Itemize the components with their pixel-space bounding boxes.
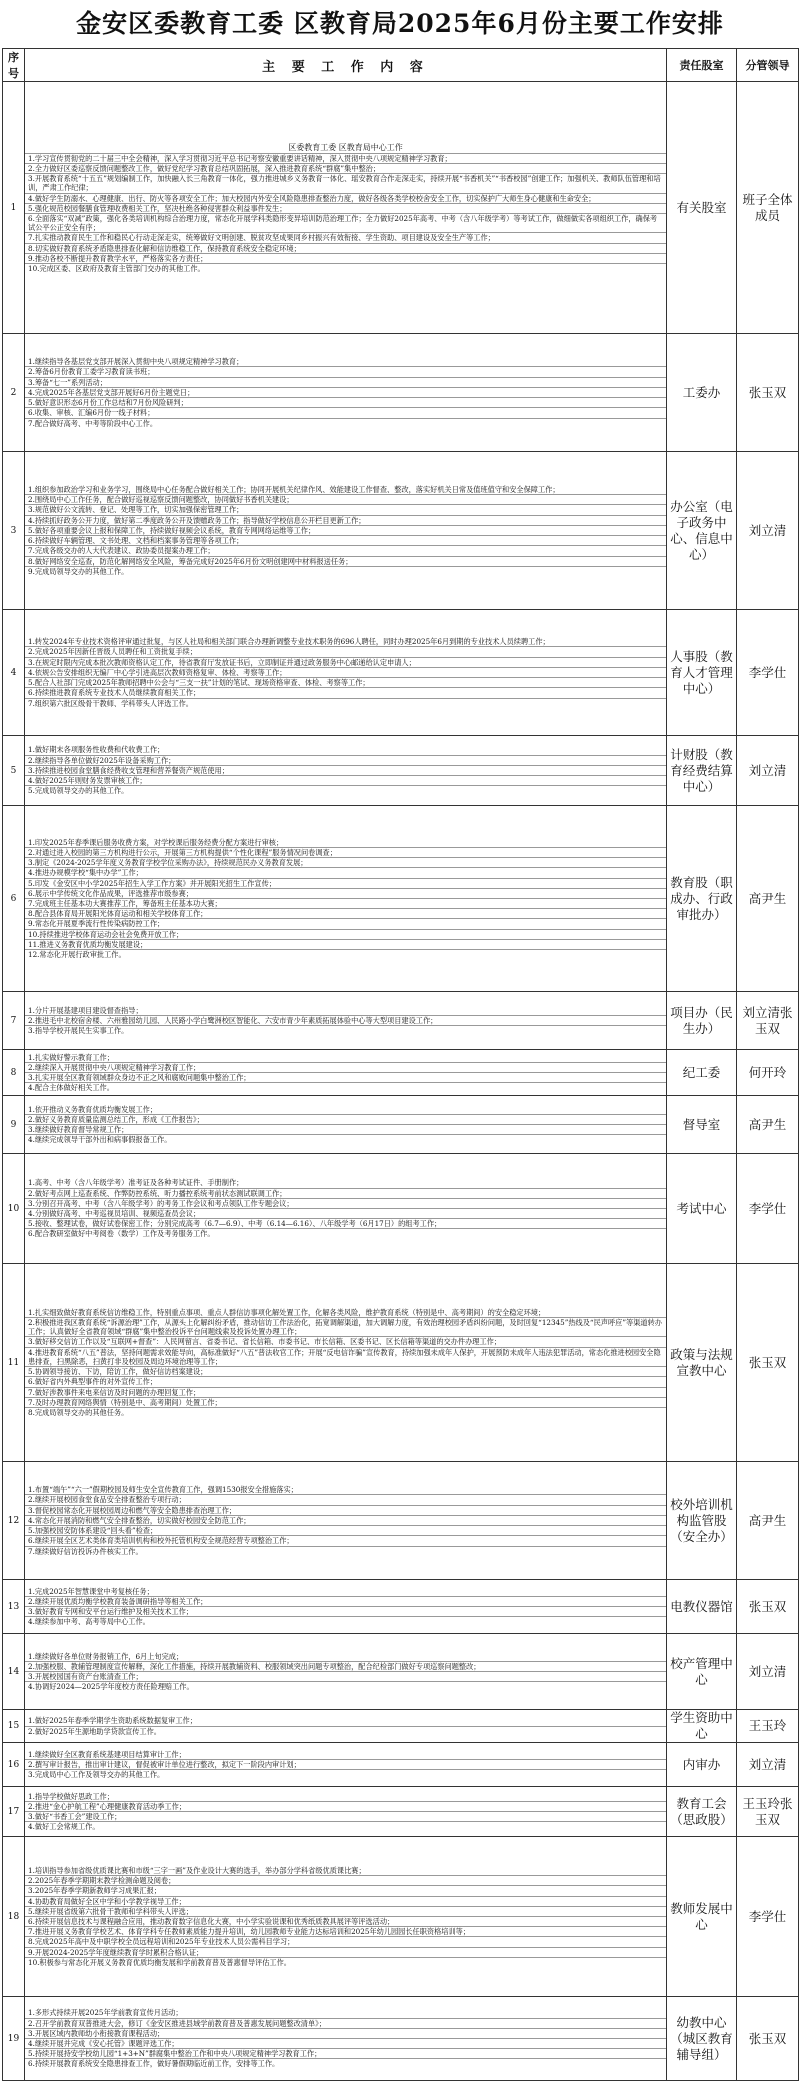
- responsible-leader: 刘立清: [737, 1634, 799, 1710]
- task-item: 1.依开推动义务教育优质均衡发展工作；: [25, 1105, 666, 1115]
- table-row: [3, 334, 799, 452]
- responsible-leader: 刘立清: [737, 1743, 799, 1787]
- row-seq: 10: [3, 1154, 25, 1264]
- task-item: 5.强化规范校园餐膳食管理收费相关工作，坚决杜绝各种侵害群众利益事件发生；: [25, 204, 666, 214]
- task-item: 12.常态化开展行政审批工作。: [28, 950, 126, 960]
- task-item: 1.扎实做好警示教育工作；: [25, 1053, 666, 1063]
- task-item: 9.常态化开展夏季流行性传染病防控工作；: [25, 919, 666, 929]
- row-seq: 7: [3, 992, 25, 1050]
- task-item: 1.做好期末各项服务性收费和代收费工作；: [25, 745, 666, 755]
- table-row: [3, 1580, 799, 1634]
- task-item: 2.继续深入开展贯彻中央八项规定精神学习教育工作；: [25, 1063, 666, 1073]
- task-item: 3.做好移交信访工作以及“互联网+督查”：人民网留言、省委书记、省长信箱、市委书记、市长信箱、区委书记、区长信箱等渠道的交办件办理工作；: [25, 1337, 666, 1347]
- row-seq: 19: [3, 1997, 25, 2081]
- table-header-row: [3, 49, 799, 82]
- task-item: 5.做好各项重要会议上报和保障工作，持续做好视频会议系统，教育专网网络运维等工作；: [25, 526, 666, 536]
- task-item: 1.扎实细致做好教育系统信访维稳工作，特别重点事项、重点人群信访事项化解处置工作，化解各类风险，维护教育系统（特别是中、高考期间）的安全稳定环境；: [25, 1308, 666, 1318]
- responsible-leader: 李学仕: [737, 1837, 799, 1997]
- task-item: 6.持续开展教育系统安全隐患排查工作，做好暑假期临近前工作，安排等工作。: [28, 2059, 280, 2069]
- responsible-leader: 班子全体成员: [737, 82, 799, 334]
- row-content: [25, 1634, 667, 1710]
- row-content: [25, 452, 667, 610]
- task-item: 1.做好2025年春季学期学生资助系统数据复审工作；: [25, 1716, 666, 1726]
- table-row: [3, 82, 799, 334]
- task-item: 2.召开学前教育双普推进大会，修订《金安区推进县域学前教育普及普惠发展问题整改清单》；: [25, 2019, 666, 2029]
- task-item: 3.做好教育专网和安平台运行维护及相关技术工作；: [25, 1607, 666, 1617]
- row-seq: 5: [3, 736, 25, 806]
- task-item: 10.完成区委、区政府及教育主管部门交办的其他工作。: [28, 264, 205, 274]
- task-item: 7.推进开展义务教育学校艺术、体育学科专任教师素质能力提升培训，幼儿园教师专业能力达标培训和2025年幼儿园园长任职资格培训等；: [25, 1927, 666, 1937]
- responsible-leader: 刘立清: [737, 736, 799, 806]
- task-item: 6.全面落实“双减”政策，强化各类培训机构综合治理力度，常态化开展学科类隐形变异培训防范治理工作；全力做好2025年高考、中考（含八年级学考）等考试工作，做细做实各项组织工作，确保考试公平公正安全有序；: [25, 214, 666, 233]
- row-content: [25, 610, 667, 736]
- responsible-dept: 计财股（教育经费结算中心）: [667, 736, 737, 806]
- task-item: 6.持续推进教育系统专业技术人员继续教育相关工作；: [25, 688, 666, 698]
- responsible-dept: 有关股室: [667, 82, 737, 334]
- task-item: 1.学习宣传贯彻党的二十届三中全会精神，深入学习贯彻习近平总书记考察安徽重要讲话精神，深入贯彻中央八项规定精神学习教育；: [25, 154, 666, 164]
- task-item: 1.继续指导各基层党支部开展深入贯彻中央八项规定精神学习教育；: [25, 357, 666, 367]
- task-item: 4.分别做好高考、中考巡视员培训、视频巡查员会议；: [25, 1209, 666, 1219]
- task-item: 2.加强校服、教辅管理制度宣传解释，深化工作措施，持续开展教辅资料、校服领域突出问题专项整治，配合纪检部门做好专项巡察问题整改；: [25, 1662, 666, 1672]
- responsible-leader: 张玉双: [737, 334, 799, 452]
- task-item: 8.切实做好教育系统矛盾隐患排查化解和信访维稳工作，保持教育系统安全稳定环境；: [25, 244, 666, 254]
- task-item: 4.完成2025年各基层党支部开展好6月份主题党日；: [25, 388, 666, 398]
- task-item: 3.扎实开展全区教育领域群众身边不正之风和腐败问题集中整治工作；: [25, 1073, 666, 1083]
- row-content: [25, 1096, 667, 1154]
- header-content: 主 要 工 作 内 容: [25, 49, 667, 82]
- task-item: 1.多形式持续开展2025年学前教育宣传月活动；: [25, 2008, 666, 2018]
- task-item: 7.扎实推动教育民生工作和稳民心行动走深走实，统筹做好文明创建、脱贫攻坚成果同乡村振兴有效衔接、学生资助、项目建设及安全生产等工作；: [25, 233, 666, 243]
- responsible-dept: 学生资助中心: [667, 1710, 737, 1743]
- task-item: 3.制定《2024-2025学年度义务教育学校学位采购办法》，持续规范民办义务教育发展；: [25, 858, 666, 868]
- task-item: 3.开展区域内教师幼小衔接教育课程活动；: [25, 2029, 666, 2039]
- task-item: 3.指导学校开展民生实事工作。: [28, 1026, 129, 1036]
- row-content: [25, 992, 667, 1050]
- task-item: 2.做好2025年生源地助学贷款宣传工作。: [28, 1726, 161, 1736]
- task-item: 4.持续抓好政务公开力度，做好第二季度政务公开及馈赠政务工作；指导做好学校信息公开栏目更新工作；: [25, 516, 666, 526]
- row-seq: 8: [3, 1050, 25, 1096]
- table-row: [3, 1264, 799, 1462]
- section-subheading: 区委教育工委 区教育局中心工作: [25, 142, 666, 154]
- task-item: 2.撰写审计报告，推出审计建议，督促被审计单位进行整改，拟定下一阶段内审计划；: [25, 1760, 666, 1770]
- row-seq: 3: [3, 452, 25, 610]
- task-item: 2.对通过进入校园的第三方机构进行公示，开展第三方机构提供“个性化课程”服务情况问卷调查；: [25, 848, 666, 858]
- row-content: [25, 82, 667, 334]
- responsible-leader: 刘立清: [737, 452, 799, 610]
- row-content: [25, 1462, 667, 1580]
- responsible-dept: 纪工委: [667, 1050, 737, 1096]
- header-leader: 分管领导: [737, 49, 799, 82]
- task-item: 7.继续做好信访投诉办件核实工作。: [28, 1546, 143, 1556]
- task-item: 3.做好“书香工会”建设工作；: [25, 1812, 666, 1822]
- row-seq: 16: [3, 1743, 25, 1787]
- task-item: 3.筹备“七一”系列活动；: [25, 378, 666, 388]
- task-item: 3.继续做好教育督导常规工作；: [25, 1125, 666, 1135]
- task-item: 7.完成各级交办的人大代表建议、政协委员提案办理工作；: [25, 546, 666, 556]
- task-item: 6.持续开展信息技术与课程融合应用，推动教育数字信息化大赛，中小学实验说课和优秀纸质教具展评等评选活动；: [25, 1917, 666, 1927]
- responsible-dept: 政策与法规宣教中心: [667, 1264, 737, 1462]
- task-item: 4.常态化开展消防和燃气安全排查整治，切实做好校园安全防范工作；: [25, 1516, 666, 1526]
- task-item: 4.继续完成领导干部外出和病事假报备工作。: [28, 1135, 172, 1145]
- task-item: 1.分片开展基建项目建设督查指导；: [25, 1006, 666, 1016]
- task-item: 7.做好涉教事件来电来信访及时问题的办理回复工作；: [25, 1388, 666, 1398]
- task-item: 3.督促校园常态化开展校园周边和燃气等安全隐患排查治理工作；: [25, 1506, 666, 1516]
- table-row: [3, 452, 799, 610]
- row-content: [25, 334, 667, 452]
- task-item: 1.组织参加政治学习和业务学习，围绕局中心任务配合做好相关工作；协同开展机关纪律作风、效能建设工作督查、整改，落实好机关日常及值班值守和安全保障工作；: [25, 485, 666, 495]
- table-row: [3, 1997, 799, 2081]
- task-item: 1.指导学校做好思政工作；: [25, 1792, 666, 1802]
- row-seq: 1: [3, 82, 25, 334]
- responsible-dept: 幼教中心（城区教育辅导组）: [667, 1997, 737, 2081]
- table-row: [3, 1096, 799, 1154]
- document-title: 金安区委教育工委 区教育局2025年6月份主要工作安排: [76, 9, 724, 38]
- row-seq: 11: [3, 1264, 25, 1462]
- responsible-dept: 项目办（民生办）: [667, 992, 737, 1050]
- row-content: [25, 1997, 667, 2081]
- task-item: 4.推进办规模学校“集中办学”工作；: [25, 868, 666, 878]
- responsible-leader: 张玉双: [737, 1264, 799, 1462]
- table-row: [3, 806, 799, 992]
- work-plan-table: [2, 48, 799, 2081]
- task-item: 2.筹备6月份教育工委学习教育读书班；: [25, 367, 666, 377]
- task-item: 4.继续参加中考、高考等局中心工作。: [28, 1617, 150, 1627]
- task-item: 9.推动各校不断提升教育教学水平，严格落实各方责任；: [25, 254, 666, 264]
- row-content: [25, 1743, 667, 1787]
- task-item: 3.规范做好公文流转、登记、处理等工作，切实加强保密管理工作；: [25, 505, 666, 515]
- task-item: 6.做好省内外典型事件的对外宣传工作；: [25, 1377, 666, 1387]
- task-item: 4.做好学生防溺水、心理健康、出行、防火等各项安全工作；加大校园内外安全风险隐患排查整治力度，做好各级各类学校校舍安全工作，切实保护广大师生身心健康和生命安全；: [25, 194, 666, 204]
- task-item: 3.在规定时限内完成本批次教师资格认定工作，待省教育厅发放证书后，立即制证并通过政务服务中心邮递给认定申请人；: [25, 658, 666, 668]
- task-item: 5.配合人社部门完成2025年教师招聘中公会与“三支一扶”计划的笔试、现场资格审查、体检、考察等工作；: [25, 678, 666, 688]
- table-row: [3, 1154, 799, 1264]
- task-item: 11.推进义务教育优质均衡发展建设；: [25, 940, 666, 950]
- row-seq: 4: [3, 610, 25, 736]
- row-seq: 6: [3, 806, 25, 992]
- responsible-dept: 教育股（职成办、行政审批办）: [667, 806, 737, 992]
- row-seq: 14: [3, 1634, 25, 1710]
- responsible-leader: 王玉玲张玉双: [737, 1787, 799, 1837]
- task-item: 5.继续开展省级第六批骨干教师和学科带头人评选；: [25, 1907, 666, 1917]
- responsible-dept: 考试中心: [667, 1154, 737, 1264]
- header-dept: 责任股室: [667, 49, 737, 82]
- task-item: 3.分别召开高考、中考（含八年级学考）的考务工作会议和考点领队工作专题会议；: [25, 1199, 666, 1209]
- task-item: 7.完成班主任基本功大赛推荐工作，筹备班主任基本功大赛；: [25, 899, 666, 909]
- task-item: 5.加强校园安防体系建设“回头看”检查；: [25, 1526, 666, 1536]
- task-item: 5.接收、整理试卷，做好试卷保密工作；分别完成高考（6.7—6.9）、中考（6.14—6.16）、八年级学考（6月17日）的组考工作；: [25, 1219, 666, 1229]
- row-seq: 9: [3, 1096, 25, 1154]
- responsible-leader: 高尹生: [737, 806, 799, 992]
- task-item: 1.布置“端午”“六一”假期校园及师生安全宣传教育工作，强调1530报安全措施落实；: [25, 1485, 666, 1495]
- row-content: [25, 1787, 667, 1837]
- header-seq: 序号: [3, 49, 25, 82]
- task-item: 6.持续做好车辆管理、文书处理、文档和档案事务管理等各项工作；: [25, 536, 666, 546]
- task-item: 5.做好意识形态6月份工作总结和7月份风险研判；: [25, 398, 666, 408]
- responsible-dept: 督导室: [667, 1096, 737, 1154]
- task-item: 8.完成局领导交办的其他任务。: [28, 1407, 129, 1417]
- table-row: [3, 1710, 799, 1743]
- task-item: 1.高考、中考（含八年级学考）准考证及各种考试证件、手册制作；: [25, 1178, 666, 1188]
- task-item: 5.完成局领导交办的其他工作。: [28, 786, 129, 796]
- task-item: 1.转发2024年专业技术资格评审通过批复，与区人社局和相关部门联合办理新调整专业技术职务的696人聘任，同时办理2025年6月到期的专业技术人员续聘工作；: [25, 637, 666, 647]
- task-item: 2.2025年春季学期期末教学检测命题及阅卷；: [25, 1876, 666, 1886]
- row-seq: 18: [3, 1837, 25, 1997]
- task-item: 7.组织第六批区级骨干教师、学科带头人评选工作。: [28, 698, 193, 708]
- row-seq: 15: [3, 1710, 25, 1743]
- responsible-leader: 刘立清张玉双: [737, 992, 799, 1050]
- task-item: 2.继续指导各单位做好2025年设备采购工作；: [25, 756, 666, 766]
- responsible-leader: 高尹生: [737, 1096, 799, 1154]
- task-item: 7.及时办理教育网络舆情（特别是中、高考期间）处置工作；: [25, 1398, 666, 1408]
- task-item: 2.做好义务教育质量监测总结工作，形成《工作报告》；: [25, 1115, 666, 1125]
- task-item: 2.推进“金心护航工程”心理健康教育活动季工作；: [25, 1802, 666, 1812]
- task-item: 1.继续做好全区教育系统基建项目结算审计工作；: [25, 1750, 666, 1760]
- row-seq: 2: [3, 334, 25, 452]
- task-item: 1.培训指导参加省级优质课比赛和市级“三字一画”及作业设计大赛的选手，举办部分学科省级优质课比赛；: [25, 1866, 666, 1876]
- table-row: [3, 1743, 799, 1787]
- responsible-dept: 办公室（电子政务中心、信息中心）: [667, 452, 737, 610]
- task-item: 4.做好工会常规工作。: [28, 1822, 100, 1832]
- task-item: 3.持续推进校园食堂膳食经费收支管理和营养餐资产规范使用；: [25, 766, 666, 776]
- task-item: 5.印发《金安区中小学2025年招生入学工作方案》并开展阳光招生工作宣传；: [25, 879, 666, 889]
- task-item: 1.印发2025年春季课后服务收费方案，对学校课后服务经费分配方案进行审核；: [25, 838, 666, 848]
- responsible-dept: 电教仪器馆: [667, 1580, 737, 1634]
- responsible-leader: 何开玲: [737, 1050, 799, 1096]
- table-row: [3, 1837, 799, 1997]
- task-item: 5.持续开展持安学校幼儿园“1+3+N”群腐集中整治工作和中央八项规定精神学习教育工作；: [25, 2049, 666, 2059]
- task-item: 7.配合做好高考、中考等阶段中心工作。: [28, 418, 158, 428]
- responsible-dept: 内审办: [667, 1743, 737, 1787]
- task-item: 6.继续开展全区艺术类体育类培训机构和校外托管机构安全规范经营专项整治工作；: [25, 1536, 666, 1546]
- table-row: [3, 1462, 799, 1580]
- row-seq: 12: [3, 1462, 25, 1580]
- task-item: 4.推进教育系统“八五”普法，坚持问题需求效能导向，高标准做好“八五”普法收官工作；开展“反电信诈骗”宣传教育，持续加强未成年人保护，开展预防未成年人违法犯罪活动，常态化推进校园安全隐患排查，扫黑除恶，扫黄打非及校园及周边环境治理等工作；: [25, 1348, 666, 1367]
- responsible-leader: 高尹生: [737, 1462, 799, 1580]
- task-item: 8.配合县体育局开展阳光体育运动和相关学校体育工作；: [25, 909, 666, 919]
- task-item: 2.继续开展校园食堂食品安全排查整治专项行动；: [25, 1495, 666, 1505]
- task-item: 4.继续开展并完成《安心托管》课题评选工作；: [25, 2039, 666, 2049]
- row-content: [25, 1050, 667, 1096]
- table-row: [3, 610, 799, 736]
- responsible-leader: 王玉玲: [737, 1710, 799, 1743]
- row-content: [25, 1837, 667, 1997]
- task-item: 4.做好2025年则财务发票审核工作；: [25, 776, 666, 786]
- responsible-dept: 校产管理中心: [667, 1634, 737, 1710]
- responsible-dept: 工委办: [667, 334, 737, 452]
- task-item: 4.配合主体做好相关工作。: [28, 1083, 114, 1093]
- table-row: [3, 1787, 799, 1837]
- task-item: 2.做好考点网上巡查系统、作弊防控系统、听力播控系统考前状态测试联调工作；: [25, 1189, 666, 1199]
- responsible-leader: 李学仕: [737, 610, 799, 736]
- task-item: 2.完成2025年因新任晋级人员聘任和工资批复手续；: [25, 647, 666, 657]
- row-content: [25, 1580, 667, 1634]
- task-item: 3.开展校园国有资产台账清查工作；: [25, 1672, 666, 1682]
- row-seq: 13: [3, 1580, 25, 1634]
- task-item: 6.收集、审核、汇编6月份一线子材料；: [25, 408, 666, 418]
- responsible-dept: 教师发展中心: [667, 1837, 737, 1997]
- responsible-dept: 教育工会（思政股）: [667, 1787, 737, 1837]
- task-item: 1.完成2025年智慧课堂中考复核任务；: [25, 1587, 666, 1597]
- table-body: [3, 82, 799, 2081]
- table-row: [3, 1050, 799, 1096]
- task-item: 4.协助教育局做好全区中学和小学教学视导工作；: [25, 1897, 666, 1907]
- task-item: 1.继续做好各单位财务报销工作，6月上旬完成；: [25, 1652, 666, 1662]
- task-item: 5.协调领导接访、下访，陪访工作，做好信访档案建设；: [25, 1367, 666, 1377]
- task-item: 2.围绕局中心工作任务，配合做好巡视巡察反馈问题整改，协同做好书香机关建设；: [25, 495, 666, 505]
- row-content: [25, 1710, 667, 1743]
- task-item: 9.开展2024-2025学年度继续教育学时累积合格认证；: [25, 1948, 666, 1958]
- task-item: 8.做好网络安全巡查，防范化解网络安全风险，筹备完成好2025年6月份文明创建网中材料报送任务；: [25, 557, 666, 567]
- table-row: [3, 1634, 799, 1710]
- table-row: [3, 736, 799, 806]
- row-seq: 17: [3, 1787, 25, 1837]
- table-row: [3, 992, 799, 1050]
- responsible-leader: 李学仕: [737, 1154, 799, 1264]
- responsible-leader: 张玉双: [737, 1580, 799, 1634]
- responsible-leader: 张玉双: [737, 1997, 799, 2081]
- task-item: 2.全力做好区委巡察反馈问题整改工作，做好党纪学习教育总结巩固拓展，深入推进教育系统“群腐”集中整治；: [25, 164, 666, 174]
- task-item: 2.积极推进我区教育系统“诉源治理”工作，从源头上化解纠纷矛盾，推动信访工作法治化，拓宽调解渠道，加大调解力度，有效治理校园矛盾纠纷问题，及时回复“12345”热线及“民声呼应”等渠道转办工作；认真做好全省教育领域“群腐”集中整治投诉平台问题线索及投诉处置办理工作；: [25, 1318, 666, 1337]
- task-item: 10.持续推进学校体育运动会社会免费开放工作；: [25, 930, 666, 940]
- responsible-dept: 校外培训机构监管股（安全办）: [667, 1462, 737, 1580]
- task-item: 2.继续开展优质均衡学校教育装备调研指导等相关工作；: [25, 1597, 666, 1607]
- responsible-dept: 人事股（教育人才管理中心）: [667, 610, 737, 736]
- row-content: [25, 806, 667, 992]
- task-item: 4.依规公告安排组织无编厂中心学引进高层次教师资格复审、体检、考察等工作；: [25, 668, 666, 678]
- task-item: 9.完成局领导交办的其他工作。: [28, 566, 129, 576]
- row-content: [25, 1264, 667, 1462]
- task-item: 3.2025年春季学期新教师学习成果汇报；: [25, 1886, 666, 1896]
- task-item: 10.积极参与常态化开展义务教育优质均衡发展和学前教育普及普惠督导评估工作。: [28, 1957, 291, 1967]
- task-item: 6.展示中学传统文化作品成果，评选推荐市级参赛；: [25, 889, 666, 899]
- task-item: 2.推进毛中北校宿舍楼、六州雅园幼儿园、人民路小学白鹭洲校区智能化、六安市青少年素质拓展体验中心等大型项目建设工作；: [25, 1016, 666, 1026]
- task-item: 3.完成局中心工作及领导交办的其他工作。: [28, 1770, 165, 1780]
- task-item: 6.配合教研室做好中考阅卷（数学）工作及考务服务工作。: [28, 1229, 215, 1239]
- row-content: [25, 1154, 667, 1264]
- task-item: 8.完成2025年高中及中职学校全员远程培训和2025年专业技术人员公需科目学习；: [25, 1937, 666, 1947]
- row-content: [25, 736, 667, 806]
- task-item: 4.协调好2024—2025学年度校方责任险理赔工作。: [28, 1682, 194, 1692]
- task-item: 3.开展教育系统“十五五”规划编制工作，加快融入长三角教育一体化，强力推进城乡义务教育一体化、瑶安教育合作走深走实，持续开展“书香机关”“书香校园”创建工作；加强机关、教师队伍管理和培训，严肃工作纪律；: [25, 174, 666, 193]
